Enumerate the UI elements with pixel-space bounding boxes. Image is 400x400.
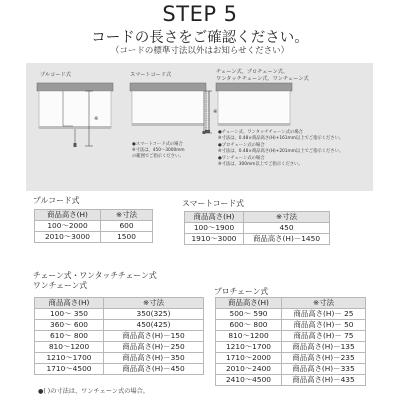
table-header-row <box>185 212 330 223</box>
column-header-dimension: ※寸法 <box>101 210 153 221</box>
step-title: STEP 5 <box>162 2 238 26</box>
table-cell: 1910～3000 <box>185 234 244 245</box>
table-cell: 商品高さ(H)－ 25 <box>282 309 366 320</box>
table-cell: 商品高さ(H)－1450 <box>244 234 330 245</box>
chain-note-4: ※寸法は、0.48×商品高さ(H)+201mm以上でご指示ください。 <box>218 149 344 154</box>
table-cell: 450(425) <box>104 320 204 331</box>
table-row <box>35 331 204 342</box>
chain-diagram-label-2: ワンタッチチェーン式、ワンチェーン式 <box>216 76 309 82</box>
page-title: コードの長さをご確認ください。 <box>91 30 309 46</box>
table-cell: 商品高さ(H)－250 <box>104 342 204 353</box>
smart-diagram-label: スマートコード式 <box>130 72 172 78</box>
prochain-table <box>215 297 366 386</box>
smart-note-2: ※寸法は、450～3000mm <box>132 148 185 153</box>
table-row <box>35 364 204 375</box>
column-header-height: 商品高さ(H) <box>35 210 101 221</box>
table-row <box>216 353 366 364</box>
table-row <box>35 320 204 331</box>
table-row <box>185 223 330 234</box>
table-row <box>216 342 366 353</box>
table-cell: 1710～2000 <box>216 353 282 364</box>
column-header-dimension: ※寸法 <box>104 298 204 309</box>
table-header-row <box>35 298 204 309</box>
table-cell: 610～ 800 <box>35 331 104 342</box>
column-header-height: 商品高さ(H) <box>185 212 244 223</box>
table-cell: 商品高さ(H)－450 <box>104 364 204 375</box>
table-cell: 商品高さ(H)－335 <box>282 364 366 375</box>
table-cell: 100～1900 <box>185 223 244 234</box>
chain-table-caption-1: チェーン式・ワンタッチチェーン式 <box>33 271 157 280</box>
page-subtitle: （コードの標準寸法以外はお知らせください） <box>110 46 290 56</box>
pull-cord-table <box>34 209 153 243</box>
table-row <box>216 364 366 375</box>
column-header-dimension: ※寸法 <box>244 212 330 223</box>
table-cell: 1710～4500 <box>35 364 104 375</box>
footnote: ●( )の寸法は、ワンチェーン式の場合。 <box>38 388 149 395</box>
table-cell: 商品高さ(H)－235 <box>282 353 366 364</box>
table-cell: 500～ 590 <box>216 309 282 320</box>
table-cell: 商品高さ(H)－150 <box>104 331 204 342</box>
table-cell: 商品高さ(H)－ 50 <box>282 320 366 331</box>
table-cell: 100～2000 <box>35 221 101 232</box>
table-cell: 810～1200 <box>216 331 282 342</box>
smart-note-3: の範囲でご指示ください。 <box>132 154 184 159</box>
table-cell: 1500 <box>101 232 153 243</box>
diagram-panel <box>26 63 373 191</box>
smart-dimension-mark: ※ <box>213 109 218 115</box>
table-cell: 100～ 350 <box>35 309 104 320</box>
table-cell: 1210～1700 <box>35 353 104 364</box>
chain-note-1: ●チェーン式、ワンタッチチェーン式の場合 <box>218 130 303 135</box>
table-cell: 2410～4500 <box>216 375 282 386</box>
pull-dimension-mark: ※ <box>94 116 99 122</box>
chain-note-3: ●プロチェーン式の場合 <box>218 143 265 148</box>
table-header-row <box>216 298 366 309</box>
smart-cord-table <box>184 211 330 245</box>
table-row <box>35 232 153 243</box>
table-cell: 360～ 600 <box>35 320 104 331</box>
table-cell: 1210～1700 <box>216 342 282 353</box>
pull-cord-diagram <box>37 83 113 147</box>
column-header-height: 商品高さ(H) <box>35 298 104 309</box>
table-row <box>216 331 366 342</box>
table-cell: 2010～3000 <box>35 232 101 243</box>
table-header-row <box>35 210 153 221</box>
table-cell: 商品高さ(H)－ 75 <box>282 331 366 342</box>
column-header-dimension: ※寸法 <box>282 298 366 309</box>
chain-diagram-label-1: チェーン式、プロチェーン式、 <box>216 69 289 75</box>
chain-diagram <box>205 83 292 133</box>
table-cell: 600～ 800 <box>216 320 282 331</box>
table-row <box>35 353 204 364</box>
cord-diagrams <box>26 63 373 191</box>
table-row <box>216 375 366 386</box>
table-cell: 商品高さ(H)－135 <box>282 342 366 353</box>
table-row <box>35 342 204 353</box>
chain-note-2: ※寸法は、0.48×商品高さ(H)+161mm以上でご指示ください。 <box>218 136 344 141</box>
table-row <box>35 221 153 232</box>
chain-note-6: ※寸法は、300mm以上でご指示ください。 <box>218 162 303 167</box>
chain-note-5: ●ワンチェーン式の場合 <box>218 156 265 161</box>
smart-cord-diagram <box>130 83 212 134</box>
chain-table-caption-2: ワンチェーン式 <box>33 281 88 290</box>
table-row <box>216 309 366 320</box>
prochain-table-caption: プロチェーン式 <box>214 287 269 296</box>
table-cell: 商品高さ(H)－435 <box>282 375 366 386</box>
table-cell: 350(325) <box>104 309 204 320</box>
table-cell: 810～1200 <box>35 342 104 353</box>
column-header-height: 商品高さ(H) <box>216 298 282 309</box>
pull-diagram-label: プルコード式 <box>40 72 71 78</box>
table-row <box>216 320 366 331</box>
table-cell: 600 <box>101 221 153 232</box>
table-row <box>35 309 204 320</box>
smart-note-1: ●スマートコード式の場合 <box>132 142 183 147</box>
table-cell: 2010～2400 <box>216 364 282 375</box>
smart-table-caption: スマートコード式 <box>182 199 244 208</box>
chain-table <box>34 297 204 375</box>
pull-table-caption: プルコード式 <box>33 196 80 205</box>
table-row <box>185 234 330 245</box>
table-cell: 450 <box>244 223 330 234</box>
table-cell: 商品高さ(H)－350 <box>104 353 204 364</box>
